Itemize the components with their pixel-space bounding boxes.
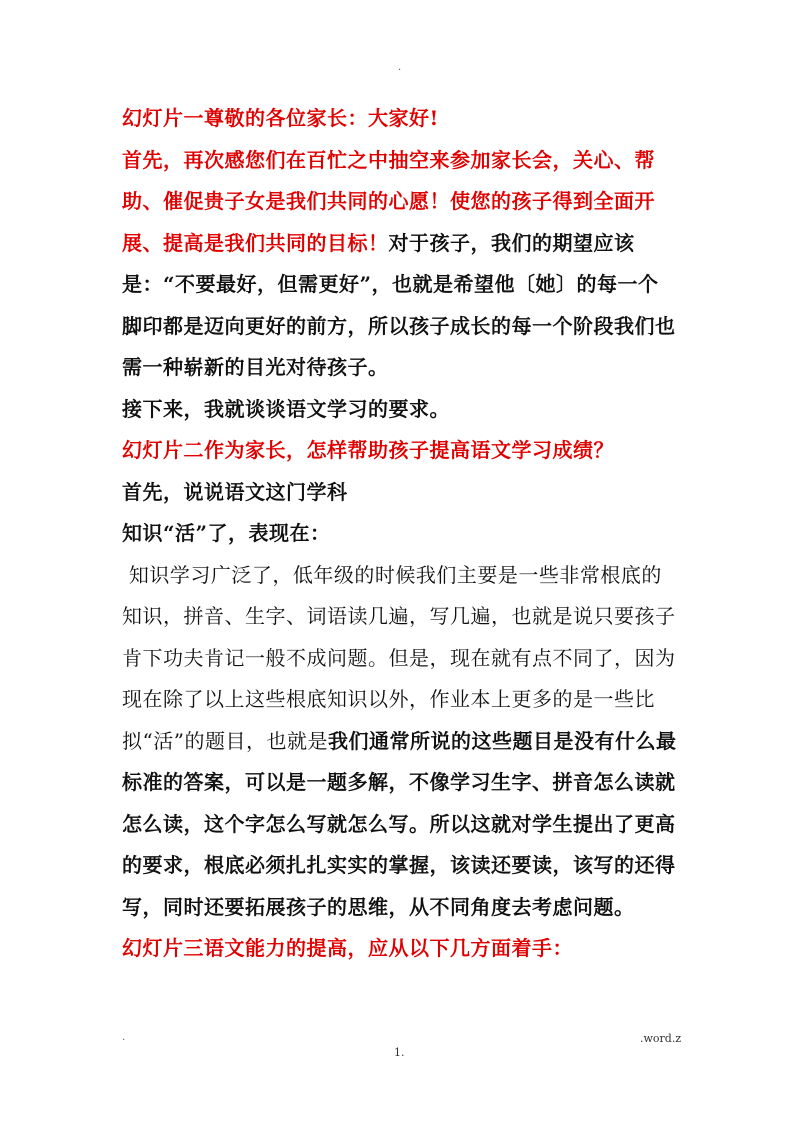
knowledge-paragraph xyxy=(122,555,678,929)
knowledge-light-text: 知识学习广泛了，低年级的时候我们主要是一些非常根底的知识，拼音、生字、词语读几遍，写几遍，也就是说只要孩子肯下功夫肯记一般不成问题。但是，现在就有点不同了，因为现在除了以上这些根底知识以外，作业本上更多的是一些比拟“活”的题目，也就是 xyxy=(122,562,676,753)
knowledge-bold-text: 我们通常所说的这些题目是没有什么最标准的答案，可以是一题多解，不像学习生字、拼音怎么读就怎么读，这个字怎么写就怎么写。所以这就对学生提出了更高的要求，根底必须扎扎实实的掌握，该读还要读，该写的还得写，同时还要拓展孩子的思维，从不同角度去考虑问题。 xyxy=(122,728,677,919)
transition-paragraph: 接下来，我就谈谈语文学习的要求。 xyxy=(122,396,450,421)
slide1-greeting: 幻灯片一尊敬的各位家长：大家好! xyxy=(122,106,439,130)
intro-paragraph xyxy=(122,140,678,389)
footer-left-dot: . xyxy=(122,1032,126,1043)
knowledge-heading: 知识“活”了，表现在： xyxy=(122,521,331,545)
slide2-heading: 幻灯片二作为家长，怎样帮助孩子提高语文学习成绩？ xyxy=(122,438,614,462)
slide3-heading: 幻灯片三语文能力的提高，应从以下几方面着手： xyxy=(122,936,573,960)
header-dot: . xyxy=(398,62,402,73)
intro-black-text: 对于孩子，我们的期望应该是：“不要最好，但需更好”，也就是希望他〔她〕的每一个脚印都是迈向更好的前方，所以孩子成长的每一个阶段我们也需一种崭新的目光对待孩子。 xyxy=(122,230,676,379)
intro-red-text: 首先，再次感您们在百忙之中抽空来参加家长会，关心、帮助、催促贵子女是我们共同的心愿！使您的孩子得到全面开展、提高是我们共同的目标！ xyxy=(122,147,655,255)
footer-word-mark: .word.z xyxy=(640,1032,682,1045)
subject-heading: 首先，说说语文这门学科 xyxy=(122,479,348,504)
document-body xyxy=(122,98,678,970)
page-number: 1. xyxy=(394,1046,405,1059)
